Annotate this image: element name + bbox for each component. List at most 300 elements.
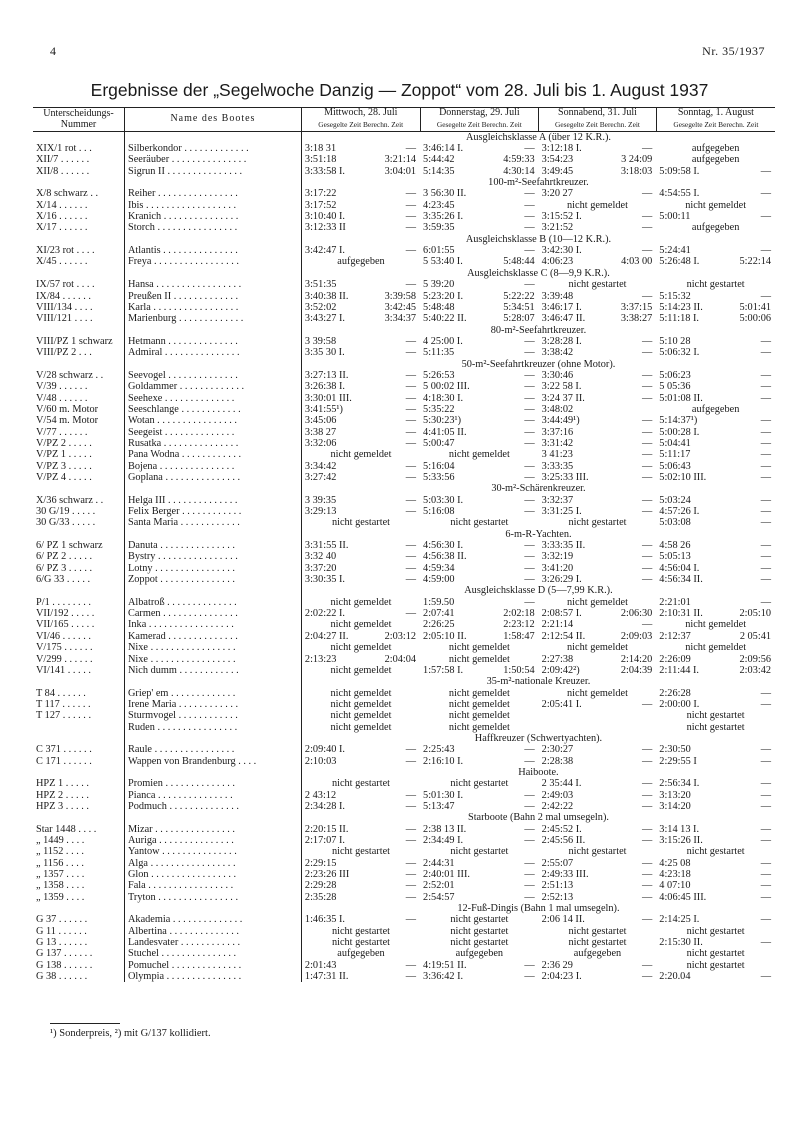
day-3-corrected-time: — xyxy=(642,551,653,563)
day-4-corrected-time: 2:09:56 xyxy=(739,653,771,665)
day-1-sailed-time: 3:27:13 II. xyxy=(304,369,349,381)
day-3-sailed-time: 2:55:07 xyxy=(541,857,574,869)
day-4-corrected-time: — xyxy=(760,687,771,699)
day-1-sailed-time: 3:52:02 xyxy=(304,301,337,313)
section-title: 35-m²-nationale Kreuzer. xyxy=(486,676,591,688)
day-4-result: nicht gemeldet xyxy=(685,619,747,631)
day-2-corrected-time: — xyxy=(524,199,535,211)
day-2-corrected-time: — xyxy=(524,959,535,971)
day-3-sailed-time: 2:06 14 II. xyxy=(541,914,585,926)
boat-name: Albertina . . . . . . . . . . . . . . xyxy=(124,926,301,937)
table-row xyxy=(33,438,775,449)
day-1-sailed-time: 3:30:35 I. xyxy=(304,574,345,586)
boat-name: Sigrun II . . . . . . . . . . . . . . . xyxy=(124,166,301,177)
day-2-corrected-time: — xyxy=(524,574,535,586)
day-2-result: nicht gestartet xyxy=(450,914,509,926)
day-2-sailed-time: 2:16:10 I. xyxy=(423,755,464,767)
boat-name: Felix Berger . . . . . . . . . . . . xyxy=(124,506,301,517)
boat-id: V/PZ 3 . . . . . xyxy=(33,461,124,472)
table-row xyxy=(33,756,775,767)
table-row xyxy=(33,631,775,642)
day-4-corrected-time: — xyxy=(760,857,771,869)
day-3-corrected-time: — xyxy=(642,971,653,983)
day-3-sailed-time: 3:41:20 xyxy=(541,562,574,574)
boat-id xyxy=(33,722,124,733)
table-row xyxy=(33,154,775,165)
section-title: Haiboote. xyxy=(518,766,559,778)
day-3-sailed-time: 2:45:52 I. xyxy=(541,823,582,835)
table-row xyxy=(33,166,775,177)
day-3-corrected-time: — xyxy=(642,619,653,631)
section-title: Haffkreuzer (Schwertyachten). xyxy=(474,732,603,744)
boat-name: Landesvater . . . . . . . . . . . . xyxy=(124,937,301,948)
day-2-sailed-time: 2:25:43 xyxy=(423,744,455,756)
day-1-sailed-time: 3:42:47 I. xyxy=(304,245,345,257)
boat-id: XII/8 . . . . . . xyxy=(33,166,124,177)
day-1-corrected-time: — xyxy=(405,608,417,620)
day-4-corrected-time: — xyxy=(760,869,771,881)
day-1-sailed-time: 3:51:18 xyxy=(304,154,337,166)
day-3-corrected-time: — xyxy=(642,437,653,449)
day-2-sailed-time: 2:05:10 II. xyxy=(423,630,467,642)
day-1-corrected-time: — xyxy=(405,143,417,155)
day-3-corrected-time: — xyxy=(642,335,653,347)
day-1-sailed-time: 3:34:42 xyxy=(304,460,337,472)
day-3-corrected-time: — xyxy=(642,880,653,892)
day-1-corrected-time: — xyxy=(405,755,417,767)
day-3-sailed-time: 3:33:35 xyxy=(541,460,574,472)
day-1-corrected-time: — xyxy=(405,823,417,835)
day-4-sailed-time: 5:14:37¹) xyxy=(659,415,698,427)
day-1-result: nicht gemeldet xyxy=(330,449,392,461)
day-3-sailed-time: 3:30:46 xyxy=(541,369,574,381)
day-3-sailed-time: 3:44:49¹) xyxy=(541,415,580,427)
boat-id: HPZ 1 . . . . . xyxy=(33,778,124,789)
day-4-corrected-time: — xyxy=(760,369,771,381)
day-4-sailed-time: 2:56:34 I. xyxy=(659,778,700,790)
results-table xyxy=(33,107,775,982)
day-1-result: nicht gemeldet xyxy=(330,698,392,710)
day-1-corrected-time: — xyxy=(405,880,417,892)
day-3-corrected-time: — xyxy=(642,347,653,359)
boat-name: Freya . . . . . . . . . . . . . . . . . xyxy=(124,256,301,267)
table-row xyxy=(33,517,775,528)
day-1-corrected-time: 3:34:37 xyxy=(384,313,417,325)
boat-name: Helga III . . . . . . . . . . . . . . xyxy=(124,495,301,506)
section-spacer xyxy=(124,585,301,596)
boat-name: Nich dumm . . . . . . . . . . . . xyxy=(124,665,301,676)
boat-id: G 138 . . . . . . xyxy=(33,960,124,971)
table-row xyxy=(33,937,775,948)
day-4-corrected-time: 5:00:06 xyxy=(739,313,771,325)
day-3-corrected-time: 2:09:03 xyxy=(620,630,653,642)
day-3-result: nicht gemeldet xyxy=(567,596,628,608)
day-1-sailed-time: 2:17:07 I. xyxy=(304,835,345,846)
day-4-result: nicht gemeldet xyxy=(685,642,747,654)
day-1-sailed-time: 3:45:06 xyxy=(304,415,337,427)
day-4-sailed-time: 3:13:20 xyxy=(659,789,691,801)
boat-id: XI/23 rot . . . . xyxy=(33,245,124,256)
boat-id: VIII/134 . . . . xyxy=(33,302,124,313)
day-1-sailed-time: 3:33:58 I. xyxy=(304,165,345,177)
boat-name: Raule . . . . . . . . . . . . . . . . xyxy=(124,744,301,755)
day-1-corrected-time: — xyxy=(405,335,417,347)
day-2-corrected-time: — xyxy=(524,211,535,223)
day-4-corrected-time: — xyxy=(760,347,771,359)
section-title: Ausgleichsklasse D (5—7,99 K.R.). xyxy=(464,585,613,597)
day-1-sailed-time: 2:01:43 xyxy=(304,959,337,971)
day-4-corrected-time: — xyxy=(760,426,771,438)
day-3-sailed-time: 4:06:23 xyxy=(541,256,574,268)
day-1-corrected-time: — xyxy=(405,891,417,903)
day-2-result: nicht gemeldet xyxy=(448,449,510,461)
day-2-corrected-time: — xyxy=(524,245,535,257)
day-2-sailed-time: 5:30:23¹) xyxy=(423,415,462,427)
day-2-corrected-time: — xyxy=(524,494,535,506)
day-2-corrected-time: 4:59:33 xyxy=(503,154,535,166)
day-1-corrected-time: — xyxy=(405,744,417,756)
day-4-corrected-time: — xyxy=(760,290,771,302)
boat-id: V/PZ 1 . . . . . xyxy=(33,449,124,460)
boat-id: VII/192 . . . . . xyxy=(33,608,124,619)
day-4-corrected-time: 5:01:41 xyxy=(739,301,771,313)
day-4-result: nicht gestartet xyxy=(686,279,745,291)
boat-name: Seeräuber . . . . . . . . . . . . . . . xyxy=(124,154,301,165)
day-4-sailed-time: 5:26:48 I. xyxy=(659,256,700,268)
day-2-sailed-time: 2:44:31 xyxy=(423,857,455,869)
section-header xyxy=(33,903,775,914)
table-row xyxy=(33,245,775,256)
day-3-sailed-time: 2:49:03 xyxy=(541,789,574,801)
boat-id: 6/ PZ 1 schwarz xyxy=(33,540,124,551)
day-1-corrected-time: — xyxy=(405,551,417,563)
day-3-corrected-time xyxy=(602,404,656,415)
day-2-corrected-time: 5:28:07 xyxy=(503,313,535,325)
boat-name: Promien . . . . . . . . . . . . . . xyxy=(124,778,301,789)
day-4-sailed-time: 2:15:30 II. xyxy=(659,937,703,949)
day-2-sailed-time: 3:35:26 I. xyxy=(423,211,464,223)
boat-id: „ 1357 . . . . xyxy=(33,869,124,880)
table-row xyxy=(33,188,775,199)
section-spacer xyxy=(124,812,301,823)
day-3-corrected-time: — xyxy=(642,540,653,552)
day-1-corrected-time: — xyxy=(405,959,417,971)
day-2-sailed-time: 5:00:47 xyxy=(423,437,455,449)
day-3-sailed-time: 2:51:13 xyxy=(541,880,574,892)
section-header xyxy=(33,733,775,744)
day-3-sailed-time: 2:45:56 II. xyxy=(541,835,586,846)
day-4-sailed-time: 2:29:55 I xyxy=(659,755,697,767)
day-4-corrected-time: — xyxy=(760,744,771,756)
day-4-sailed-time: 5:10 28 xyxy=(659,335,691,347)
day-3-corrected-time: — xyxy=(642,800,653,812)
table-row xyxy=(33,869,775,880)
day-1-sailed-time: 3:18 31 xyxy=(304,143,337,155)
day-2-corrected-time: — xyxy=(524,551,535,563)
table-row xyxy=(33,642,775,653)
day-3-sailed-time: 2:04:23 I. xyxy=(541,971,582,983)
day-4-sailed-time: 5:11:17 xyxy=(659,449,691,461)
section-title: Ausgleichsklasse B (10—12 K.R.). xyxy=(465,233,612,245)
day-3-sailed-time: 3:12:18 I. xyxy=(541,143,582,155)
day-2-corrected-time: — xyxy=(524,335,535,347)
day-3-corrected-time: 4:03 00 xyxy=(621,256,653,268)
day-4-corrected-time: — xyxy=(760,800,771,812)
day-1-corrected-time: — xyxy=(405,369,417,381)
boat-name: Wappen von Brandenburg . . . . xyxy=(124,756,301,767)
table-row xyxy=(33,211,775,222)
day-1-sailed-time: 3:38 27 xyxy=(304,426,337,438)
day-2-sailed-time: 5:14:35 xyxy=(423,165,455,177)
day-1-sailed-time: 3:10:40 I. xyxy=(304,211,345,223)
day-1-sailed-time: 2:35:28 xyxy=(304,891,337,903)
day-3-corrected-time: 2:14:20 xyxy=(620,653,653,665)
boat-id: IX/84 . . . . . . xyxy=(33,291,124,302)
day-4-sailed-time: 5:01:08 II. xyxy=(659,392,703,404)
day-4-corrected-time: — xyxy=(760,460,771,472)
section-header xyxy=(33,131,775,143)
table-row xyxy=(33,597,775,608)
day-4-corrected-time: — xyxy=(760,335,771,347)
day-4-result: aufgegeben xyxy=(691,403,740,415)
boat-id: V/28 schwarz . . xyxy=(33,370,124,381)
boat-id: V/77 . . . . . . xyxy=(33,427,124,438)
table-row xyxy=(33,291,775,302)
day-2-result: aufgegeben xyxy=(455,948,504,960)
day-2-corrected-time: — xyxy=(524,279,535,291)
boat-id: 30 G/33 . . . . . xyxy=(33,517,124,528)
table-row xyxy=(33,722,775,733)
day-4-sailed-time: 2:26:28 xyxy=(659,687,691,699)
day-1-corrected-time: — xyxy=(405,211,417,223)
day-1-corrected-time: 3:42:45 xyxy=(384,301,417,313)
section-spacer xyxy=(33,733,124,744)
boat-id: 6/G 33 . . . . . xyxy=(33,574,124,585)
day-3-sailed-time: 3 41:23 xyxy=(541,449,573,461)
day-3-result: nicht gemeldet xyxy=(567,642,628,654)
day-3-corrected-time: — xyxy=(642,449,653,461)
boat-id: G 37 . . . . . . xyxy=(33,914,124,925)
day-3-sailed-time: 2:28:38 xyxy=(541,755,574,767)
table-row xyxy=(33,824,775,835)
table-row xyxy=(33,495,775,506)
day-4-corrected-time: — xyxy=(760,778,771,790)
day-2-corrected-time: — xyxy=(524,562,535,574)
day-3-corrected-time: 2:04:39 xyxy=(620,664,653,676)
day-1-corrected-time: — xyxy=(405,506,417,518)
day-3-corrected-time: — xyxy=(642,823,653,835)
day-2-sailed-time: 5:44:42 xyxy=(423,154,455,166)
day-2-corrected-time: — xyxy=(524,869,535,881)
day-1-corrected-time: — xyxy=(405,971,417,983)
day-4-corrected-time: — xyxy=(760,517,771,529)
day-2-result: nicht gestartet xyxy=(450,778,509,790)
boat-id: „ 1152 . . . . xyxy=(33,846,124,857)
day-2-sailed-time: 5:26:53 xyxy=(423,369,455,381)
boat-id: T 127 . . . . . . xyxy=(33,710,124,721)
day-4-sailed-time: 4:23:18 xyxy=(659,869,691,881)
day-4-corrected-time: — xyxy=(760,562,771,574)
day-2-result: nicht gestartet xyxy=(450,846,509,858)
boat-id: C 171 . . . . . . xyxy=(33,756,124,767)
day-1-sailed-time: 3:12:33 II xyxy=(304,222,346,234)
day-4-corrected-time: — xyxy=(760,971,771,983)
day-2-sailed-time: 5 39:20 xyxy=(423,279,455,291)
table-row xyxy=(33,835,775,846)
boat-name: Fala . . . . . . . . . . . . . . . . . xyxy=(124,880,301,891)
header-day-4: Sonntag, 1. August xyxy=(656,108,775,120)
day-1-corrected-time: — xyxy=(405,199,417,211)
table-row xyxy=(33,302,775,313)
day-4-corrected-time: — xyxy=(760,891,771,903)
day-3-sailed-time: 2:05:41 I. xyxy=(541,698,582,710)
header-sub-3: Gesegelte Zeit Berechn. Zeit xyxy=(539,119,657,131)
day-3-result: nicht gemeldet xyxy=(567,199,628,211)
header-sub-1: Gesegelte Zeit Berechn. Zeit xyxy=(301,119,420,131)
day-2-sailed-time: 4:18:30 I. xyxy=(423,392,464,404)
boat-id: X/36 schwarz . . xyxy=(33,495,124,506)
section-spacer xyxy=(33,812,124,823)
day-4-sailed-time: 2:00:00 I. xyxy=(659,698,700,710)
day-3-sailed-time: 3:31:42 xyxy=(541,437,574,449)
day-4-sailed-time: 5:05:13 xyxy=(659,551,691,563)
table-row xyxy=(33,551,775,562)
day-4-corrected-time: — xyxy=(760,392,771,404)
section-spacer xyxy=(124,325,301,336)
day-2-sailed-time: 4:56:38 II. xyxy=(423,551,467,563)
boat-id: „ 1358 . . . . xyxy=(33,880,124,891)
table-row xyxy=(33,790,775,801)
day-2-result: nicht gestartet xyxy=(450,937,509,949)
day-4-sailed-time: 2:12:37 xyxy=(659,630,691,642)
day-1-corrected-time: — xyxy=(405,437,417,449)
boat-id: VIII/121 . . . . xyxy=(33,313,124,324)
day-4-corrected-time: — xyxy=(760,381,771,393)
day-1-corrected-time: 3:04:01 xyxy=(384,165,417,177)
day-3-corrected-time: — xyxy=(642,460,653,472)
section-header xyxy=(33,177,775,188)
day-1-corrected-time: — xyxy=(405,460,417,472)
boat-name: Inka . . . . . . . . . . . . . . . . . xyxy=(124,619,301,630)
day-4-corrected-time: — xyxy=(760,937,771,949)
day-4-sailed-time: 5:24:41 xyxy=(659,245,691,257)
section-header xyxy=(33,676,775,687)
boat-name: Kamerad . . . . . . . . . . . . . . xyxy=(124,631,301,642)
day-2-sailed-time: 3 56:30 II. xyxy=(423,188,467,200)
section-spacer xyxy=(124,131,301,143)
table-row xyxy=(33,801,775,812)
day-3-sailed-time: 3:42:30 I. xyxy=(541,245,582,257)
boat-name: Pana Wodna . . . . . . . . . . . . xyxy=(124,449,301,460)
boat-name: Alga . . . . . . . . . . . . . . . . . xyxy=(124,858,301,869)
boat-id: VI/46 . . . . . . xyxy=(33,631,124,642)
day-1-sailed-time: 2:09:40 I. xyxy=(304,744,345,756)
table-row xyxy=(33,393,775,404)
day-4-result: nicht gestartet xyxy=(686,846,745,858)
day-1-corrected-time: — xyxy=(405,574,417,586)
day-3-sailed-time: 2:08:57 I. xyxy=(541,608,582,620)
day-4-sailed-time: 4:25 08 xyxy=(659,857,691,869)
boat-name: Seevogel . . . . . . . . . . . . . . xyxy=(124,370,301,381)
header-id: Unterscheidungs- Nummer xyxy=(33,108,124,132)
table-row xyxy=(33,381,775,392)
day-1-corrected-time: — xyxy=(405,494,417,506)
day-2-sailed-time: 5:48:48 xyxy=(423,301,455,313)
day-2-corrected-time: — xyxy=(524,891,535,903)
day-2-sailed-time: 5:01:30 I. xyxy=(423,789,464,801)
table-body xyxy=(33,131,775,982)
section-title: 50-m²-Seefahrtkreuzer (ohne Motor). xyxy=(461,358,616,370)
section-title: 100-m²-Seefahrtkreuzer. xyxy=(488,177,589,189)
day-1-corrected-time: 2:04:04 xyxy=(384,653,417,665)
day-3-sailed-time: 3:48:02 xyxy=(541,403,574,415)
table-row xyxy=(33,654,775,665)
day-1-sailed-time: 1:46:35 I. xyxy=(304,914,345,926)
day-4-sailed-time: 4 07:10 xyxy=(659,880,691,892)
table-row xyxy=(33,710,775,721)
day-2-corrected-time: — xyxy=(524,596,535,608)
day-4-corrected-time: — xyxy=(760,449,771,461)
day-2-sailed-time: 2:54:57 xyxy=(423,891,455,903)
day-1-result: nicht gemeldet xyxy=(330,596,392,608)
day-2-sailed-time: 4:41:05 II. xyxy=(423,426,467,438)
day-4-result: nicht gestartet xyxy=(686,959,745,971)
boat-name: Santa Maria . . . . . . . . . . . . xyxy=(124,517,301,528)
boat-id: G 137 . . . . . . xyxy=(33,948,124,959)
boat-id: P/1 . . . . . . . . xyxy=(33,597,124,608)
day-4-sailed-time: 5:04:41 xyxy=(659,437,691,449)
day-4-corrected-time: — xyxy=(760,914,771,926)
boat-id: VIII/PZ 1 schwarz xyxy=(33,336,124,347)
boat-name: Wotan . . . . . . . . . . . . . . . . xyxy=(124,415,301,426)
day-3-corrected-time: — xyxy=(642,415,653,427)
day-2-sailed-time: 5:03:30 I. xyxy=(423,494,464,506)
day-1-corrected-time: — xyxy=(405,426,417,438)
day-2-corrected-time: — xyxy=(524,222,535,234)
table-row xyxy=(33,948,775,959)
day-4-corrected-time: — xyxy=(760,540,771,552)
day-4-sailed-time: 2:26:09 xyxy=(659,653,691,665)
day-2-corrected-time: — xyxy=(524,369,535,381)
day-1-sailed-time: 3:30:01 III. xyxy=(304,392,352,404)
day-3-corrected-time: — xyxy=(642,472,653,483)
day-3-result: nicht gestartet xyxy=(568,279,627,291)
day-3-corrected-time: — xyxy=(642,574,653,586)
day-4-sailed-time: 5:03:24 xyxy=(659,494,691,506)
day-3-sailed-time: 3:33:35 II. xyxy=(541,540,586,552)
day-2-corrected-time: — xyxy=(524,823,535,835)
header-name: Name des Bootes xyxy=(124,108,301,132)
day-3-corrected-time: — xyxy=(642,494,653,506)
boat-name: Ibis . . . . . . . . . . . . . . . . . . xyxy=(124,200,301,211)
boat-name: Stuchel . . . . . . . . . . . . . . . xyxy=(124,948,301,959)
day-4-sailed-time: 5:00:11 xyxy=(659,211,691,223)
section-spacer xyxy=(33,767,124,778)
boat-name: Danuta . . . . . . . . . . . . . . . xyxy=(124,540,301,551)
day-3-result: nicht gestartet xyxy=(568,937,627,949)
day-3-sailed-time: 3:38:42 xyxy=(541,347,574,359)
footnote-rule xyxy=(50,1023,120,1024)
table-row xyxy=(33,540,775,551)
day-1-sailed-time: 3:26:38 I. xyxy=(304,381,345,393)
boat-name: Hetmann . . . . . . . . . . . . . . xyxy=(124,336,301,347)
day-2-result: nicht gemeldet xyxy=(448,653,510,665)
day-2-sailed-time: 5:33:56 xyxy=(423,472,455,483)
section-header xyxy=(33,585,775,596)
day-3-sailed-time: 3:54:23 xyxy=(541,154,574,166)
section-spacer xyxy=(124,767,301,778)
day-4-corrected-time: — xyxy=(760,188,771,200)
